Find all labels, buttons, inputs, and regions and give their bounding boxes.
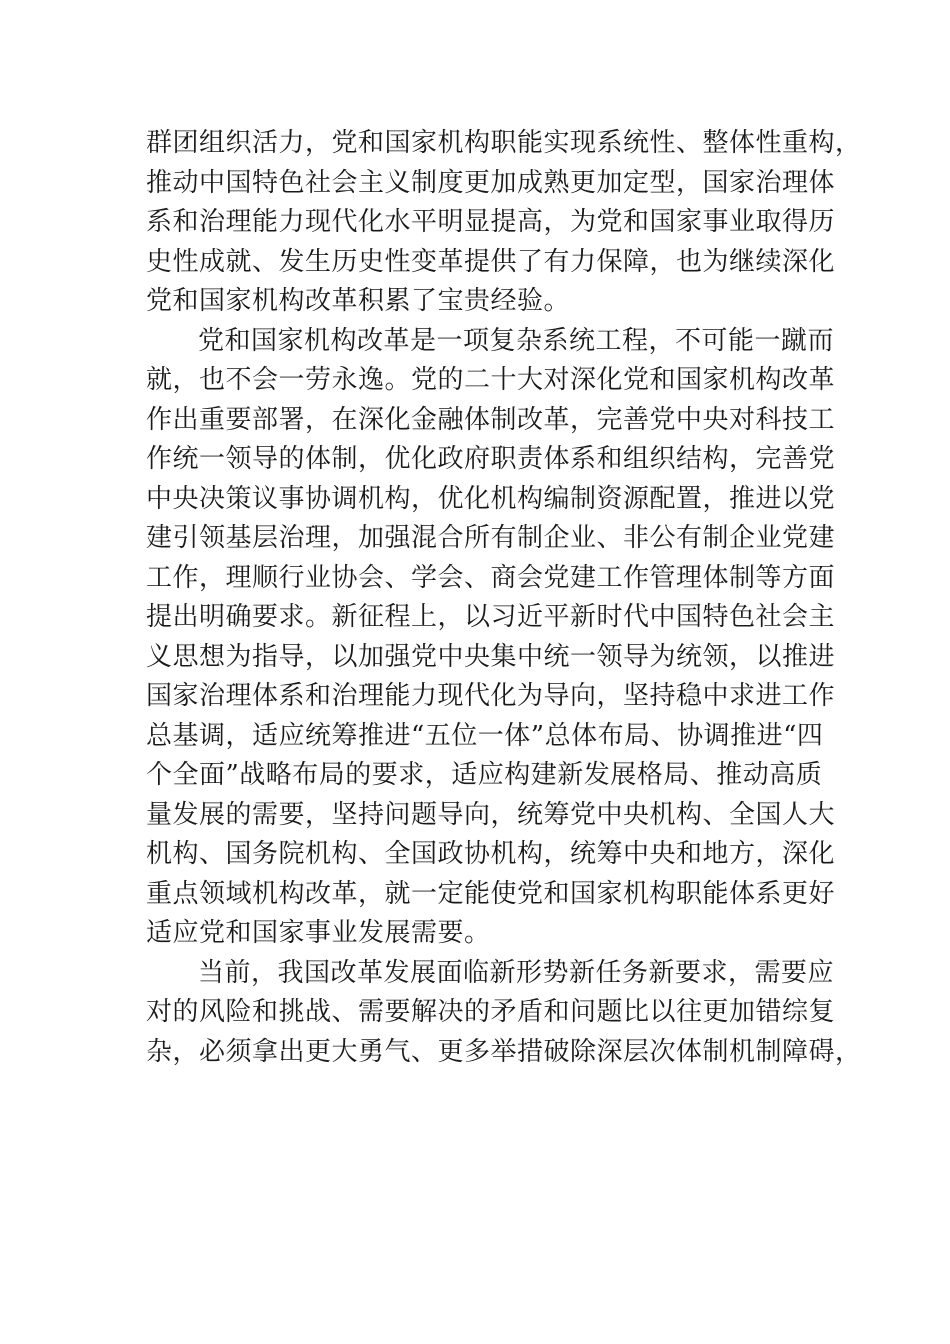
text-line: 中央决策议事协调机构，优化机构编制资源配置，推进以党 — [146, 483, 836, 514]
paragraph-start-line: 当前，我国改革发展面临新形势新任务新要求，需要应 — [198, 957, 835, 988]
body-text — [146, 124, 862, 1072]
text-line: 工作，理顺行业协会、学会、商会党建工作管理体制等方面 — [146, 562, 836, 593]
text-line: 量发展的需要，坚持问题导向，统筹党中央机构、全国人大 — [146, 799, 836, 830]
text-line: 重点领域机构改革，就一定能使党和国家机构职能体系更好 — [146, 878, 836, 909]
text-line: 提出明确要求。新征程上，以习近平新时代中国特色社会主 — [146, 602, 836, 632]
text-line: 义思想为指导，以加强党中央集中统一领导为统领，以推进 — [146, 641, 836, 672]
text-line: 个全面”战略布局的要求，适应构建新发展格局、推动高质 — [146, 760, 823, 790]
text-line: 作出重要部署，在深化金融体制改革，完善党中央对科技工 — [146, 404, 836, 435]
text-line: 国家治理体系和治理能力现代化为导向，坚持稳中求进工作 — [146, 681, 836, 711]
text-line: 系和治理能力现代化水平明显提高，为党和国家事业取得历 — [146, 207, 836, 237]
text-line: 总基调，适应统筹推进“五位一体”总体布局、协调推进“四 — [146, 720, 824, 751]
text-line: 适应党和国家事业发展需要。 — [146, 918, 491, 948]
text-line: 推动中国特色社会主义制度更加成熟更加定型，国家治理体 — [146, 167, 836, 198]
text-line: 机构、国务院机构、全国政协机构，统筹中央和地方，深化 — [146, 839, 836, 869]
text-line: 群团组织活力，党和国家机构职能实现系统性、整体性重构， — [146, 128, 862, 158]
text-line: 对的风险和挑战、需要解决的矛盾和问题比以往更加错综复 — [146, 997, 836, 1027]
text-line: 建引领基层治理，加强混合所有制企业、非公有制企业党建 — [146, 523, 836, 553]
text-line: 杂，必须拿出更大勇气、更多举措破除深层次体制机制障碍， — [146, 1036, 862, 1067]
text-line: 就，也不会一劳永逸。党的二十大对深化党和国家机构改革 — [146, 365, 836, 395]
text-line: 作统一领导的体制，优化政府职责体系和组织结构，完善党 — [146, 444, 836, 474]
text-line: 党和国家机构改革积累了宝贵经验。 — [146, 286, 571, 316]
paragraph-start-line: 党和国家机构改革是一项复杂系统工程，不可能一蹴而 — [198, 325, 835, 356]
text-line: 史性成就、发生历史性变革提供了有力保障，也为继续深化 — [146, 246, 836, 277]
